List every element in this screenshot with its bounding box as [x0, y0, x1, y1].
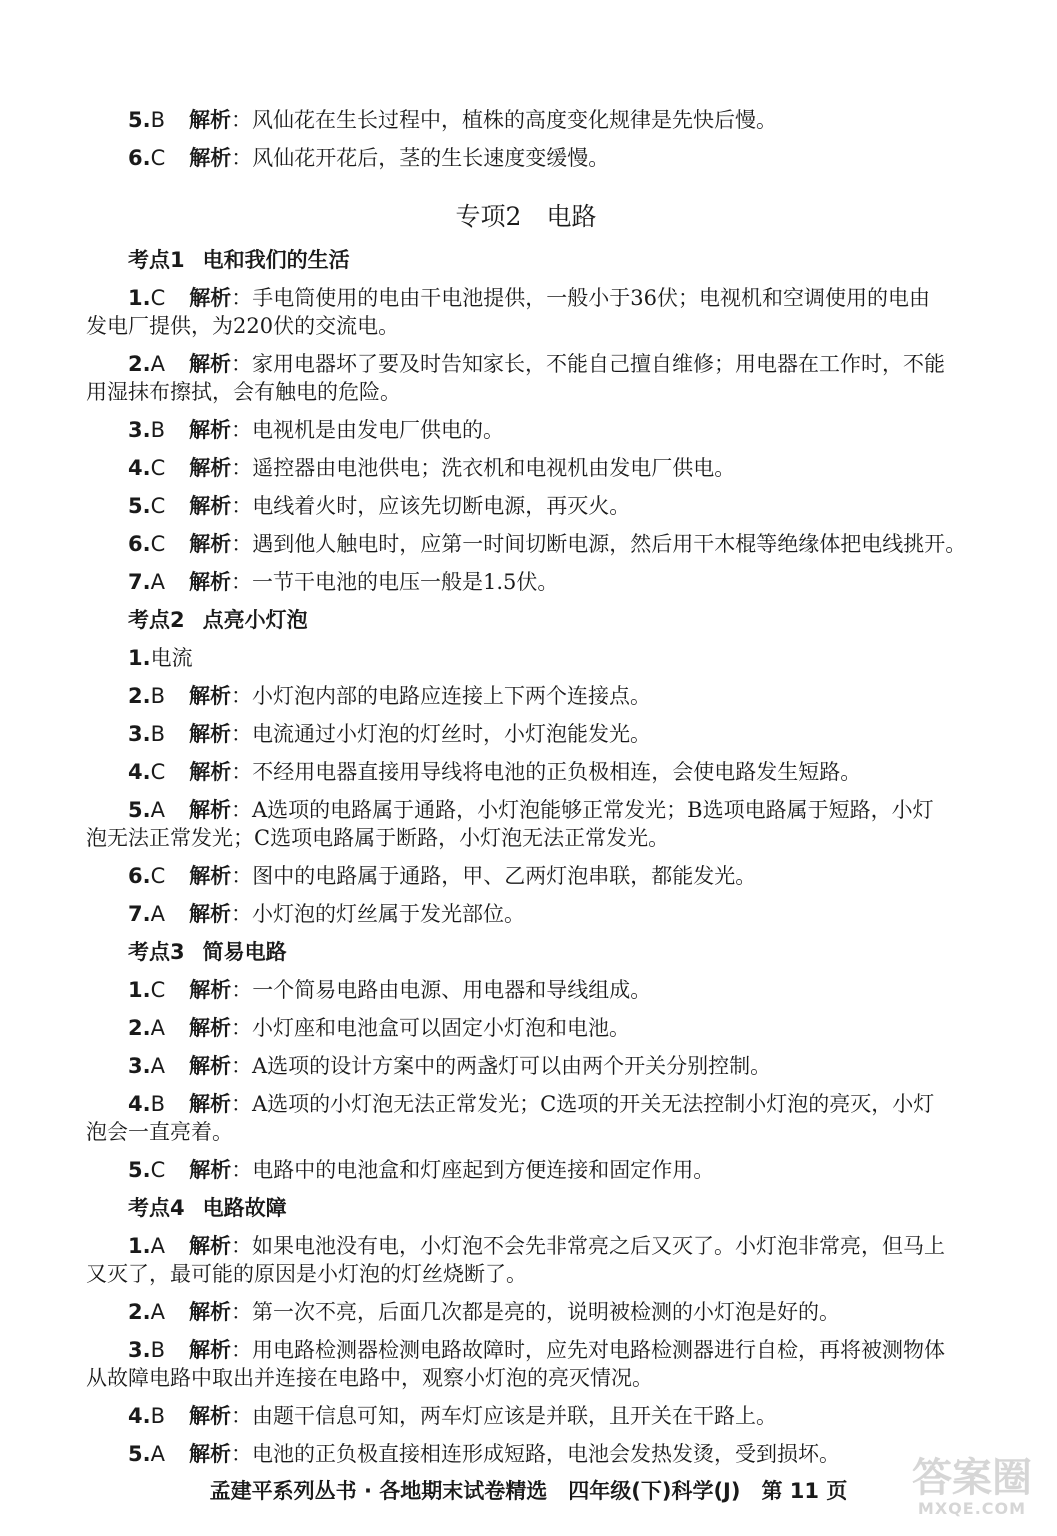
line-gap — [86, 134, 966, 144]
line-gap — [86, 1222, 966, 1232]
analysis-continuation: 发电厂提供，为220伏的交流电。 — [86, 314, 400, 338]
item-number: 5. — [128, 798, 151, 822]
answer-line — [86, 900, 966, 928]
answer-line — [86, 1298, 966, 1326]
analysis-text: 电视机是由发电厂供电的。 — [252, 418, 505, 442]
analysis-colon: ： — [231, 978, 253, 1002]
answer-line — [86, 1232, 966, 1260]
answer-item — [86, 644, 966, 682]
analysis-text: 一个简易电路由电源、用电器和导线组成。 — [252, 978, 652, 1002]
item-answer: 电流 — [150, 646, 193, 670]
item-answer: B — [150, 1338, 166, 1362]
answer-line — [86, 454, 966, 482]
line-gap — [86, 1080, 966, 1090]
section-title: 专项2 电路 — [455, 202, 597, 231]
item-number: 7. — [128, 902, 151, 926]
item-number: 1. — [128, 646, 151, 670]
analysis-label: 解析 — [188, 352, 231, 376]
answer-line — [86, 862, 966, 890]
analysis-label: 解析 — [189, 286, 232, 310]
answer-item — [86, 1232, 966, 1298]
answer-line — [86, 682, 966, 710]
answer-line — [86, 644, 966, 672]
item-answer: B — [150, 1092, 166, 1116]
item-answer: C — [150, 494, 166, 518]
item-number: 2. — [128, 1300, 151, 1324]
analysis-text: 由题干信息可知，两车灯应该是并联，且开关在干路上。 — [252, 1404, 778, 1428]
item-answer: A — [150, 570, 165, 594]
answer-item — [86, 1052, 966, 1090]
item-answer: C — [150, 532, 166, 556]
answer-line — [86, 530, 966, 558]
analysis-label: 解析 — [189, 1092, 232, 1116]
analysis-label: 解析 — [188, 1442, 231, 1466]
analysis-colon: ： — [230, 352, 252, 376]
line-gap — [86, 1184, 966, 1194]
answer-line — [86, 144, 966, 172]
item-number: 1. — [128, 286, 151, 310]
item-number: 4. — [128, 1404, 151, 1428]
line-gap — [86, 1042, 966, 1052]
item-number: 5. — [128, 1442, 151, 1466]
analysis-label: 解析 — [189, 532, 232, 556]
analysis-text: 小灯泡的灯丝属于发光部位。 — [251, 902, 525, 926]
analysis-label: 解析 — [189, 978, 232, 1002]
line-gap — [86, 634, 966, 644]
item-answer: C — [150, 146, 166, 170]
kaodian-title: 电路故障 — [202, 1196, 287, 1220]
analysis-colon: ： — [230, 1234, 252, 1258]
item-number: 6. — [128, 532, 151, 556]
analysis-colon: ： — [231, 1092, 253, 1116]
item-answer: C — [150, 978, 166, 1002]
analysis-label: 解析 — [188, 1016, 231, 1040]
analysis-colon: ： — [231, 494, 253, 518]
line-gap — [86, 406, 966, 416]
answer-item — [86, 976, 966, 1014]
analysis-label: 解析 — [189, 456, 232, 480]
analysis-continuation: 从故障电路中取出并连接在电路中，观察小灯泡的亮灭情况。 — [86, 1366, 653, 1390]
item-number: 3. — [128, 1054, 151, 1078]
answer-line — [86, 568, 966, 596]
analysis-label: 解析 — [189, 418, 232, 442]
item-answer: A — [150, 1442, 165, 1466]
kaodian-label: 考点1 — [128, 248, 185, 272]
analysis-text: 第一次不亮，后面几次都是亮的，说明被检测的小灯泡是好的。 — [251, 1300, 840, 1324]
answer-page — [86, 106, 966, 1478]
analysis-continuation: 又灭了，最可能的原因是小灯泡的灯丝烧断了。 — [86, 1262, 527, 1286]
analysis-label: 解析 — [189, 1338, 232, 1362]
item-answer: C — [150, 864, 166, 888]
item-number: 1. — [128, 1234, 151, 1258]
analysis-text: 电线着火时，应该先切断电源，再灭火。 — [252, 494, 631, 518]
analysis-label: 解析 — [188, 570, 231, 594]
analysis-colon: ： — [231, 532, 253, 556]
line-gap — [86, 1004, 966, 1014]
line-gap — [86, 172, 966, 182]
analysis-colon: ： — [230, 902, 252, 926]
answer-item — [86, 720, 966, 758]
analysis-text: 电池的正负极直接相连形成短路，电池会发热发烫，受到损坏。 — [251, 1442, 840, 1466]
item-answer: C — [150, 286, 166, 310]
analysis-label: 解析 — [189, 864, 232, 888]
item-answer: A — [150, 1054, 165, 1078]
analysis-label: 解析 — [188, 1054, 231, 1078]
item-answer: A — [150, 1234, 165, 1258]
item-number: 2. — [128, 684, 151, 708]
item-answer: B — [150, 418, 166, 442]
analysis-colon: ： — [231, 1158, 253, 1182]
line-gap — [86, 444, 966, 454]
analysis-label: 解析 — [189, 1158, 232, 1182]
item-answer: C — [150, 1158, 166, 1182]
answer-item — [86, 1090, 966, 1156]
line-gap — [86, 340, 966, 350]
analysis-colon: ： — [230, 1442, 252, 1466]
line-gap — [86, 1430, 966, 1440]
line-gap — [86, 710, 966, 720]
item-answer: B — [150, 722, 166, 746]
item-number: 1. — [128, 978, 151, 1002]
analysis-label: 解析 — [189, 760, 232, 784]
analysis-text: 风仙花在生长过程中，植株的高度变化规律是先快后慢。 — [252, 108, 778, 132]
analysis-text: 电路中的电池盒和灯座起到方便连接和固定作用。 — [252, 1158, 715, 1182]
analysis-colon: ： — [231, 146, 253, 170]
answer-item — [86, 530, 966, 568]
analysis-label: 解析 — [189, 146, 232, 170]
answer-line — [86, 350, 966, 378]
item-number: 2. — [128, 1016, 151, 1040]
line-gap — [86, 1146, 966, 1156]
answer-item — [86, 682, 966, 720]
page-footer: 孟建平系列丛书 · 各地期末试卷精选 四年级(下)科学(J) 第 11 页 — [209, 1479, 848, 1503]
analysis-label: 解析 — [189, 1404, 232, 1428]
line-gap — [86, 520, 966, 530]
kaodian-heading — [86, 246, 966, 274]
analysis-label: 解析 — [189, 494, 232, 518]
answer-line — [86, 1156, 966, 1184]
item-number: 3. — [128, 722, 151, 746]
analysis-label: 解析 — [188, 798, 231, 822]
answer-item — [86, 1014, 966, 1052]
item-answer: C — [150, 760, 166, 784]
kaodian-title: 电和我们的生活 — [202, 248, 350, 272]
item-number: 5. — [128, 494, 151, 518]
line-gap — [86, 1392, 966, 1402]
item-answer: C — [150, 456, 166, 480]
answer-line — [86, 1402, 966, 1430]
analysis-text: 遥控器由电池供电；洗衣机和电视机由发电厂供电。 — [252, 456, 736, 480]
item-answer: A — [150, 1016, 165, 1040]
analysis-text: 用电路检测器检测电路故障时，应先对电路检测器进行自检，再将被测物体 — [252, 1338, 946, 1362]
analysis-text: 如果电池没有电，小灯泡不会先非常亮之后又灭了。小灯泡非常亮，但马上 — [251, 1234, 945, 1258]
item-number: 4. — [128, 760, 151, 784]
item-answer: A — [150, 352, 165, 376]
analysis-label: 解析 — [189, 684, 232, 708]
analysis-text: 手电筒使用的电由干电池提供，一般小于36伏；电视机和空调使用的电由 — [252, 286, 930, 310]
site-watermark — [897, 1456, 1047, 1526]
answer-item — [86, 492, 966, 530]
answer-line — [86, 1336, 966, 1364]
analysis-colon: ： — [230, 798, 252, 822]
item-number: 6. — [128, 146, 151, 170]
answer-line — [86, 796, 966, 824]
item-answer: A — [150, 1300, 165, 1324]
analysis-colon: ： — [231, 108, 253, 132]
answer-item — [86, 1336, 966, 1402]
answer-line — [86, 284, 966, 312]
item-answer: A — [150, 902, 165, 926]
answer-line — [86, 1014, 966, 1042]
analysis-text: 小灯泡内部的电路应连接上下两个连接点。 — [252, 684, 652, 708]
answer-item — [86, 796, 966, 862]
analysis-colon: ： — [231, 760, 253, 784]
line-gap — [86, 274, 966, 284]
analysis-colon: ： — [231, 1338, 253, 1362]
answer-line — [86, 416, 966, 444]
answer-item — [86, 454, 966, 492]
analysis-label: 解析 — [189, 722, 232, 746]
line-gap — [86, 596, 966, 606]
analysis-label: 解析 — [189, 108, 232, 132]
answer-line — [86, 976, 966, 1004]
analysis-text: 一节干电池的电压一般是1.5伏。 — [251, 570, 559, 594]
item-number: 2. — [128, 352, 151, 376]
line-gap — [86, 928, 966, 938]
item-number: 3. — [128, 1338, 151, 1362]
line-gap — [86, 890, 966, 900]
line-gap — [86, 786, 966, 796]
analysis-continuation: 泡会一直亮着。 — [86, 1120, 233, 1144]
line-gap — [86, 558, 966, 568]
analysis-text: 风仙花开花后，茎的生长速度变缓慢。 — [252, 146, 610, 170]
line-gap — [86, 1288, 966, 1298]
analysis-label: 解析 — [188, 1234, 231, 1258]
item-number: 5. — [128, 108, 151, 132]
analysis-colon: ： — [231, 864, 253, 888]
analysis-text: A选项的设计方案中的两盏灯可以由两个开关分别控制。 — [251, 1054, 772, 1078]
analysis-colon: ： — [231, 418, 253, 442]
kaodian-heading — [86, 606, 966, 634]
item-number: 7. — [128, 570, 151, 594]
item-answer: A — [150, 798, 165, 822]
item-number: 4. — [128, 456, 151, 480]
item-number: 5. — [128, 1158, 151, 1182]
answer-item — [86, 1440, 966, 1478]
line-gap — [86, 966, 966, 976]
item-number: 4. — [128, 1092, 151, 1116]
analysis-text: A选项的小灯泡无法正常发光；C选项的开关无法控制小灯泡的亮灭，小灯 — [252, 1092, 935, 1116]
analysis-colon: ： — [230, 1054, 252, 1078]
line-gap — [86, 1326, 966, 1336]
analysis-colon: ： — [231, 1404, 253, 1428]
answer-line — [86, 1440, 966, 1468]
line-gap — [86, 748, 966, 758]
watermark-url: MXQE.COM — [917, 1499, 1027, 1518]
analysis-text: 家用电器坏了要及时告知家长，不能自己擅自维修；用电器在工作时，不能 — [251, 352, 945, 376]
item-number: 6. — [128, 864, 151, 888]
item-answer: B — [150, 1404, 166, 1428]
answer-item — [86, 416, 966, 454]
item-answer: B — [150, 108, 166, 132]
answer-item — [86, 284, 966, 350]
answer-item — [86, 568, 966, 606]
analysis-colon: ： — [231, 684, 253, 708]
answer-item — [86, 1298, 966, 1336]
analysis-colon: ： — [231, 722, 253, 746]
analysis-text: 图中的电路属于通路，甲、乙两灯泡串联，都能发光。 — [252, 864, 757, 888]
answer-item — [86, 1402, 966, 1440]
analysis-text: 电流通过小灯泡的灯丝时，小灯泡能发光。 — [252, 722, 652, 746]
answer-line — [86, 106, 966, 134]
answer-item — [86, 1156, 966, 1194]
analysis-label: 解析 — [188, 902, 231, 926]
analysis-text: 小灯座和电池盒可以固定小灯泡和电池。 — [251, 1016, 630, 1040]
analysis-colon: ： — [231, 456, 253, 480]
analysis-colon: ： — [230, 1300, 252, 1324]
analysis-text: 不经用电器直接用导线将电池的正负极相连，会使电路发生短路。 — [252, 760, 862, 784]
analysis-colon: ： — [231, 286, 253, 310]
answer-line — [86, 1052, 966, 1080]
answer-item — [86, 862, 966, 900]
answer-line — [86, 720, 966, 748]
answer-item — [86, 106, 966, 144]
line-gap — [86, 852, 966, 862]
answer-item — [86, 350, 966, 416]
kaodian-title: 简易电路 — [202, 940, 287, 964]
analysis-colon: ： — [230, 1016, 252, 1040]
analysis-colon: ： — [230, 570, 252, 594]
item-answer: B — [150, 684, 166, 708]
watermark-logo-text: 答案圈 — [912, 1455, 1032, 1501]
analysis-continuation: 用湿抹布擦拭，会有触电的危险。 — [86, 380, 401, 404]
kaodian-heading — [86, 1194, 966, 1222]
kaodian-title: 点亮小灯泡 — [202, 608, 308, 632]
item-number: 3. — [128, 418, 151, 442]
analysis-text: 遇到他人触电时，应第一时间切断电源，然后用干木棍等绝缘体把电线挑开。 — [252, 532, 967, 556]
analysis-text: A选项的电路属于通路，小灯泡能够正常发光；B选项电路属于短路，小灯 — [251, 798, 934, 822]
line-gap — [86, 482, 966, 492]
answer-item — [86, 900, 966, 938]
kaodian-label: 考点4 — [128, 1196, 185, 1220]
answer-item — [86, 144, 966, 182]
kaodian-label: 考点3 — [128, 940, 185, 964]
line-gap — [86, 672, 966, 682]
answer-item — [86, 758, 966, 796]
answer-line — [86, 1090, 966, 1118]
analysis-continuation: 泡无法正常发光；C选项电路属于断路，小灯泡无法正常发光。 — [86, 826, 670, 850]
answer-line — [86, 758, 966, 786]
kaodian-label: 考点2 — [128, 608, 185, 632]
answer-line — [86, 492, 966, 520]
analysis-label: 解析 — [188, 1300, 231, 1324]
kaodian-heading — [86, 938, 966, 966]
